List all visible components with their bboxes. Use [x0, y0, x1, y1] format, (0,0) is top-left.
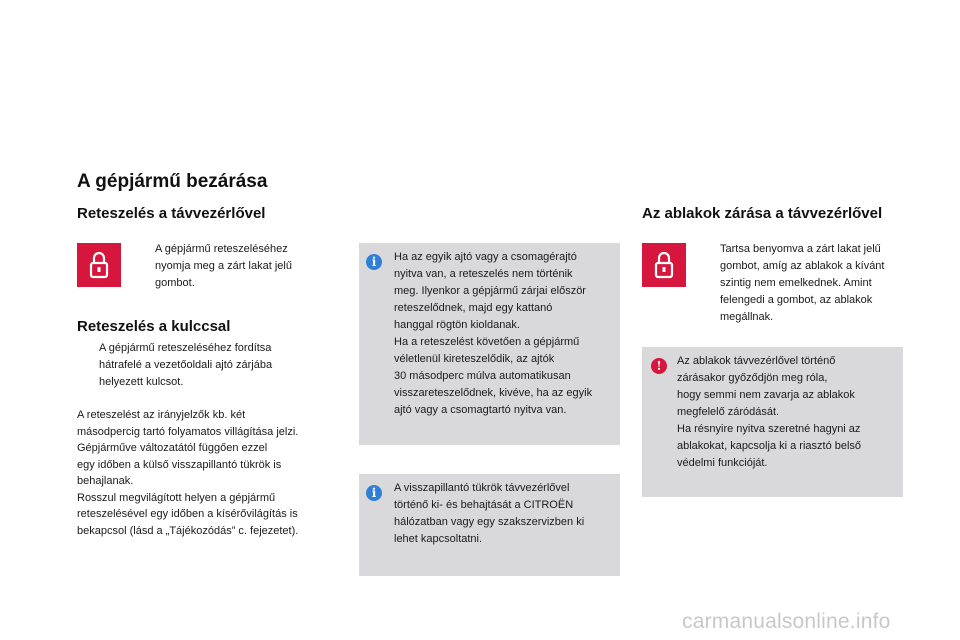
info-box-mirrors — [359, 474, 620, 576]
paragraph-line: egy időben a külső visszapillantó tükrök is — [77, 458, 282, 471]
page-title: A gépjármű bezárása — [77, 171, 268, 192]
info-icon: i — [366, 485, 382, 501]
info-icon: i — [366, 254, 382, 270]
info-box-doors-open — [359, 243, 620, 445]
bullet-window-closing — [698, 241, 908, 327]
info-box-text: A visszapillantó tükrök távvezérlővel történő ki- és behajtását a CITROËN hálózatban vagy egy szakszervizben ki lehet kapcsoltatni. — [394, 482, 585, 545]
paragraph-line: Gépjárműve változatától függően ezzel — [77, 442, 268, 454]
paragraph-line: Rosszul megvilágított helyen a gépjármű — [77, 491, 276, 504]
bullet-line: szintig nem emelkednek. Amint — [720, 277, 872, 289]
info-box-text: Ha az egyik ajtó vagy a csomagérajtó nyitva van, a reteszelés nem történik meg. Ilyenkor a gépjármű zárjai először reteszelődnek, majd egy kattanó hanggal rögtön kioldanak. Ha a reteszelést követően a gépjármű véletlenül kireteszelődik, az ajtók 30 másodperc múlva automatikusan visszareteszelődnek, kivéve, ha az egyik ajtó vagy a csomagtartó nyitva van. — [394, 251, 593, 416]
section-heading-window-closing: Az ablakok zárása a távvezérlővel — [642, 205, 883, 222]
bullet-line: Tartsa benyomva a zárt lakat jelű — [720, 243, 881, 255]
bullet-line: megállnak. — [720, 311, 774, 323]
lock-icon — [642, 243, 686, 287]
bullet-line: hátrafelé a vezetőoldali ajtó zárjába — [99, 359, 273, 371]
bullet-line: A gépjármű reteszeléséhez — [155, 243, 288, 255]
warning-icon: ! — [651, 358, 667, 374]
section-heading-key-locking: Reteszelés a kulccsal — [77, 318, 231, 335]
lock-icon — [77, 243, 121, 287]
bullet-remote-locking — [133, 241, 333, 293]
bullet-line: A gépjármű reteszeléséhez fordítsa — [99, 342, 272, 354]
bullet-line: gombot. — [155, 277, 195, 289]
paragraph-line: reteszelésével egy időben a kísérővilágítás is — [77, 508, 298, 520]
bullet-line: gombot, amíg az ablakok a kívánt — [720, 260, 885, 272]
warning-box-text: Az ablakok távvezérlővel történő zárásakor győződjön meg róla, hogy semmi nem zavarja az ablakok megfelelő záródását. Ha résnyire nyitva szeretné hagyni az ablakokat, kapcsolja ki a riasztó belső védelmi funkcióját. — [677, 355, 862, 469]
bullet-line: helyezett kulcsot. — [99, 376, 184, 388]
paragraph-line: A reteszelést az irányjelzők kb. két — [77, 409, 246, 421]
watermark: carmanualsonline.info — [682, 610, 891, 633]
warning-box-windows — [642, 347, 903, 497]
paragraph-line: behajlanak. — [77, 475, 134, 487]
paragraph-line: bekapcsol (lásd a „Tájékozódás” c. fejezetet). — [77, 524, 299, 537]
paragraph-line: másodpercig tartó folyamatos villágítása jelzi. — [77, 425, 299, 438]
locking-description — [77, 407, 342, 539]
bullet-key-locking — [77, 340, 337, 392]
bullet-line: nyomja meg a zárt lakat jelű — [155, 260, 292, 272]
section-heading-remote-locking: Reteszelés a távvezérlővel — [77, 205, 266, 222]
bullet-line: felengedi a gombot, az ablakok — [720, 294, 873, 306]
